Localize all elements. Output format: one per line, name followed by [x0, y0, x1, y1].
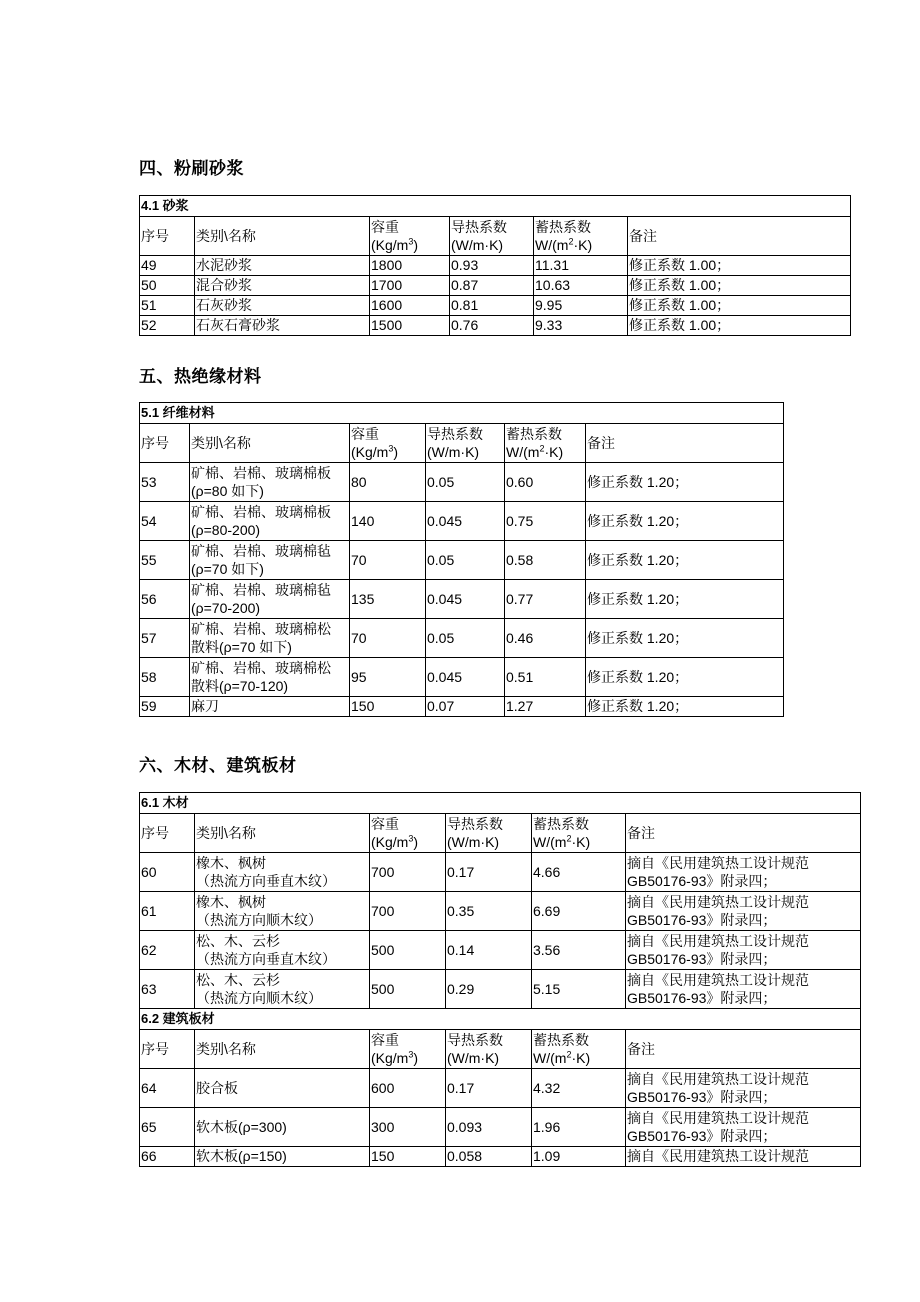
- cell-storage: 1.96: [532, 1108, 626, 1147]
- cell-density: 500: [370, 970, 446, 1009]
- table-header-row: [140, 814, 861, 853]
- table-row: [140, 296, 851, 316]
- header-conductivity: 导热系数 (W/m·K): [426, 424, 505, 463]
- cell-storage: 0.51: [505, 658, 586, 697]
- cell-no: 66: [140, 1147, 195, 1167]
- header-storage: 蓄热系数 $W/(m^2\cdot K)$: [532, 814, 626, 853]
- data-table: [139, 195, 851, 336]
- cell-no: 57: [140, 619, 190, 658]
- cell-conductivity: 0.05: [426, 463, 505, 502]
- cell-note: 摘自《民用建筑热工设计规范 GB50176-93》附录四；: [626, 970, 861, 1009]
- table-subtitle: 5.1 纤维材料: [140, 403, 784, 424]
- table-subtitle: 4.1 砂浆: [140, 196, 851, 217]
- cell-density: 135: [350, 580, 426, 619]
- data-table: [139, 402, 784, 717]
- header-note: 备注: [626, 814, 861, 853]
- cell-conductivity: 0.045: [426, 502, 505, 541]
- cell-density: 70: [350, 541, 426, 580]
- table-row: [140, 502, 784, 541]
- table-row: [140, 541, 784, 580]
- cell-note: 摘自《民用建筑热工设计规范 GB50176-93》附录四；: [626, 853, 861, 892]
- cell-conductivity: 0.35: [446, 892, 532, 931]
- cell-name: 松、木、云杉 （热流方向垂直木纹）: [195, 931, 370, 970]
- cell-density: 70: [350, 619, 426, 658]
- cell-note: 摘自《民用建筑热工设计规范 GB50176-93》附录四；: [626, 892, 861, 931]
- cell-no: 65: [140, 1108, 195, 1147]
- cell-name: 矿棉、岩棉、玻璃棉板 (ρ=80-200): [190, 502, 350, 541]
- cell-conductivity: 0.93: [450, 256, 534, 276]
- cell-storage: 1.09: [532, 1147, 626, 1167]
- cell-density: 1700: [370, 276, 450, 296]
- table-row: [140, 276, 851, 296]
- table-row: [140, 256, 851, 276]
- cell-conductivity: 0.76: [450, 316, 534, 336]
- header-note: 备注: [628, 217, 851, 256]
- cell-no: 62: [140, 931, 195, 970]
- header-density: 容重 $(Kg/m^3)$: [350, 424, 426, 463]
- cell-conductivity: 0.05: [426, 541, 505, 580]
- cell-name: 橡木、枫树 （热流方向顺木纹）: [195, 892, 370, 931]
- cell-storage: 0.75: [505, 502, 586, 541]
- cell-name: 水泥砂浆: [195, 256, 370, 276]
- cell-name: 矿棉、岩棉、玻璃棉松 散料(ρ=70 如下): [190, 619, 350, 658]
- cell-storage: 0.77: [505, 580, 586, 619]
- header-note: 备注: [626, 1030, 861, 1069]
- cell-note: 修正系数 1.20；: [586, 502, 784, 541]
- cell-note: 修正系数 1.20；: [586, 463, 784, 502]
- cell-note: 摘自《民用建筑热工设计规范 GB50176-93》附录四；: [626, 1069, 861, 1108]
- header-no: 序号: [140, 424, 190, 463]
- table-subtitle: 6.2 建筑板材: [140, 1009, 861, 1030]
- cell-name: 橡木、枫树 （热流方向垂直木纹）: [195, 853, 370, 892]
- cell-name: 矿棉、岩棉、玻璃棉毡 (ρ=70-200): [190, 580, 350, 619]
- cell-conductivity: 0.058: [446, 1147, 532, 1167]
- cell-conductivity: 0.093: [446, 1108, 532, 1147]
- cell-name: 松、木、云杉 （热流方向顺木纹）: [195, 970, 370, 1009]
- cell-density: 700: [370, 853, 446, 892]
- header-no: 序号: [140, 217, 195, 256]
- header-storage: 蓄热系数 $W/(m^2\cdot K)$: [532, 1030, 626, 1069]
- cell-note: 修正系数 1.20；: [586, 580, 784, 619]
- cell-no: 52: [140, 316, 195, 336]
- table-header-row: [140, 217, 851, 256]
- cell-conductivity: 0.81: [450, 296, 534, 316]
- cell-no: 49: [140, 256, 195, 276]
- cell-note: 修正系数 1.20；: [586, 658, 784, 697]
- cell-name: 矿棉、岩棉、玻璃棉松 散料(ρ=70-120): [190, 658, 350, 697]
- cell-density: 1500: [370, 316, 450, 336]
- cell-name: 石灰砂浆: [195, 296, 370, 316]
- header-density: 容重 $(Kg/m^3)$: [370, 1030, 446, 1069]
- cell-density: 500: [370, 931, 446, 970]
- cell-density: 300: [370, 1108, 446, 1147]
- cell-note: 修正系数 1.20；: [586, 619, 784, 658]
- cell-name: 麻刀: [190, 697, 350, 717]
- cell-no: 54: [140, 502, 190, 541]
- header-conductivity: 导热系数 (W/m·K): [446, 814, 532, 853]
- table-row: [140, 619, 784, 658]
- cell-no: 53: [140, 463, 190, 502]
- cell-density: 140: [350, 502, 426, 541]
- cell-note: 摘自《民用建筑热工设计规范: [626, 1147, 861, 1167]
- cell-storage: 9.95: [534, 296, 628, 316]
- cell-storage: 10.63: [534, 276, 628, 296]
- cell-storage: 0.60: [505, 463, 586, 502]
- cell-storage: 5.15: [532, 970, 626, 1009]
- table-row: [140, 931, 861, 970]
- cell-name: 矿棉、岩棉、玻璃棉板 (ρ=80 如下): [190, 463, 350, 502]
- cell-conductivity: 0.07: [426, 697, 505, 717]
- cell-note: 摘自《民用建筑热工设计规范 GB50176-93》附录四；: [626, 931, 861, 970]
- cell-no: 59: [140, 697, 190, 717]
- header-name: 类别\名称: [195, 814, 370, 853]
- table-header-row: [140, 424, 784, 463]
- table-row: [140, 970, 861, 1009]
- cell-note: 修正系数 1.20；: [586, 697, 784, 717]
- cell-storage: 1.27: [505, 697, 586, 717]
- table-row: [140, 580, 784, 619]
- cell-name: 矿棉、岩棉、玻璃棉毡 (ρ=70 如下): [190, 541, 350, 580]
- table-row: [140, 316, 851, 336]
- section-title: 五、热绝缘材料: [139, 367, 262, 387]
- cell-conductivity: 0.29: [446, 970, 532, 1009]
- cell-note: 修正系数 1.00；: [628, 276, 851, 296]
- cell-note: 摘自《民用建筑热工设计规范 GB50176-93》附录四；: [626, 1108, 861, 1147]
- cell-conductivity: 0.87: [450, 276, 534, 296]
- cell-name: 软木板(ρ=150): [195, 1147, 370, 1167]
- cell-density: 150: [370, 1147, 446, 1167]
- table-row: [140, 1069, 861, 1108]
- cell-note: 修正系数 1.20；: [586, 541, 784, 580]
- header-note: 备注: [586, 424, 784, 463]
- cell-no: 55: [140, 541, 190, 580]
- cell-conductivity: 0.05: [426, 619, 505, 658]
- cell-density: 150: [350, 697, 426, 717]
- header-name: 类别\名称: [195, 217, 370, 256]
- cell-no: 50: [140, 276, 195, 296]
- cell-note: 修正系数 1.00；: [628, 316, 851, 336]
- cell-no: 51: [140, 296, 195, 316]
- header-name: 类别\名称: [195, 1030, 370, 1069]
- header-no: 序号: [140, 814, 195, 853]
- data-table: [139, 792, 861, 1167]
- header-conductivity: 导热系数 (W/m·K): [450, 217, 534, 256]
- header-density: 容重 $(Kg/m^3)$: [370, 217, 450, 256]
- cell-name: 石灰石膏砂浆: [195, 316, 370, 336]
- cell-no: 58: [140, 658, 190, 697]
- header-storage: 蓄热系数 $W/(m^2\cdot K)$: [505, 424, 586, 463]
- cell-density: 1600: [370, 296, 450, 316]
- cell-storage: 6.69: [532, 892, 626, 931]
- cell-name: 软木板(ρ=300): [195, 1108, 370, 1147]
- cell-conductivity: 0.045: [426, 658, 505, 697]
- cell-conductivity: 0.17: [446, 1069, 532, 1108]
- table-subtitle: 6.1 木材: [140, 793, 861, 814]
- cell-storage: 0.46: [505, 619, 586, 658]
- header-no: 序号: [140, 1030, 195, 1069]
- cell-density: 80: [350, 463, 426, 502]
- section-title: 六、木材、建筑板材: [139, 756, 297, 776]
- cell-name: 胶合板: [195, 1069, 370, 1108]
- cell-conductivity: 0.17: [446, 853, 532, 892]
- table-row: [140, 892, 861, 931]
- cell-conductivity: 0.045: [426, 580, 505, 619]
- section-title: 四、粉刷砂浆: [139, 159, 244, 179]
- cell-storage: 4.32: [532, 1069, 626, 1108]
- cell-density: 600: [370, 1069, 446, 1108]
- table-row: [140, 853, 861, 892]
- cell-storage: 11.31: [534, 256, 628, 276]
- cell-no: 63: [140, 970, 195, 1009]
- cell-no: 60: [140, 853, 195, 892]
- cell-storage: 0.58: [505, 541, 586, 580]
- cell-density: 700: [370, 892, 446, 931]
- cell-name: 混合砂浆: [195, 276, 370, 296]
- cell-storage: 4.66: [532, 853, 626, 892]
- header-conductivity: 导热系数 (W/m·K): [446, 1030, 532, 1069]
- cell-density: 1800: [370, 256, 450, 276]
- header-name: 类别\名称: [190, 424, 350, 463]
- table-row: [140, 463, 784, 502]
- cell-no: 61: [140, 892, 195, 931]
- header-storage: 蓄热系数 $W/(m^2\cdot K)$: [534, 217, 628, 256]
- table-row: [140, 1147, 861, 1167]
- table-row: [140, 1108, 861, 1147]
- table-header-row: [140, 1030, 861, 1069]
- header-density: 容重 $(Kg/m^3)$: [370, 814, 446, 853]
- cell-density: 95: [350, 658, 426, 697]
- table-row: [140, 697, 784, 717]
- table-row: [140, 658, 784, 697]
- cell-note: 修正系数 1.00；: [628, 256, 851, 276]
- cell-conductivity: 0.14: [446, 931, 532, 970]
- cell-no: 64: [140, 1069, 195, 1108]
- cell-no: 56: [140, 580, 190, 619]
- cell-note: 修正系数 1.00；: [628, 296, 851, 316]
- cell-storage: 9.33: [534, 316, 628, 336]
- cell-storage: 3.56: [532, 931, 626, 970]
